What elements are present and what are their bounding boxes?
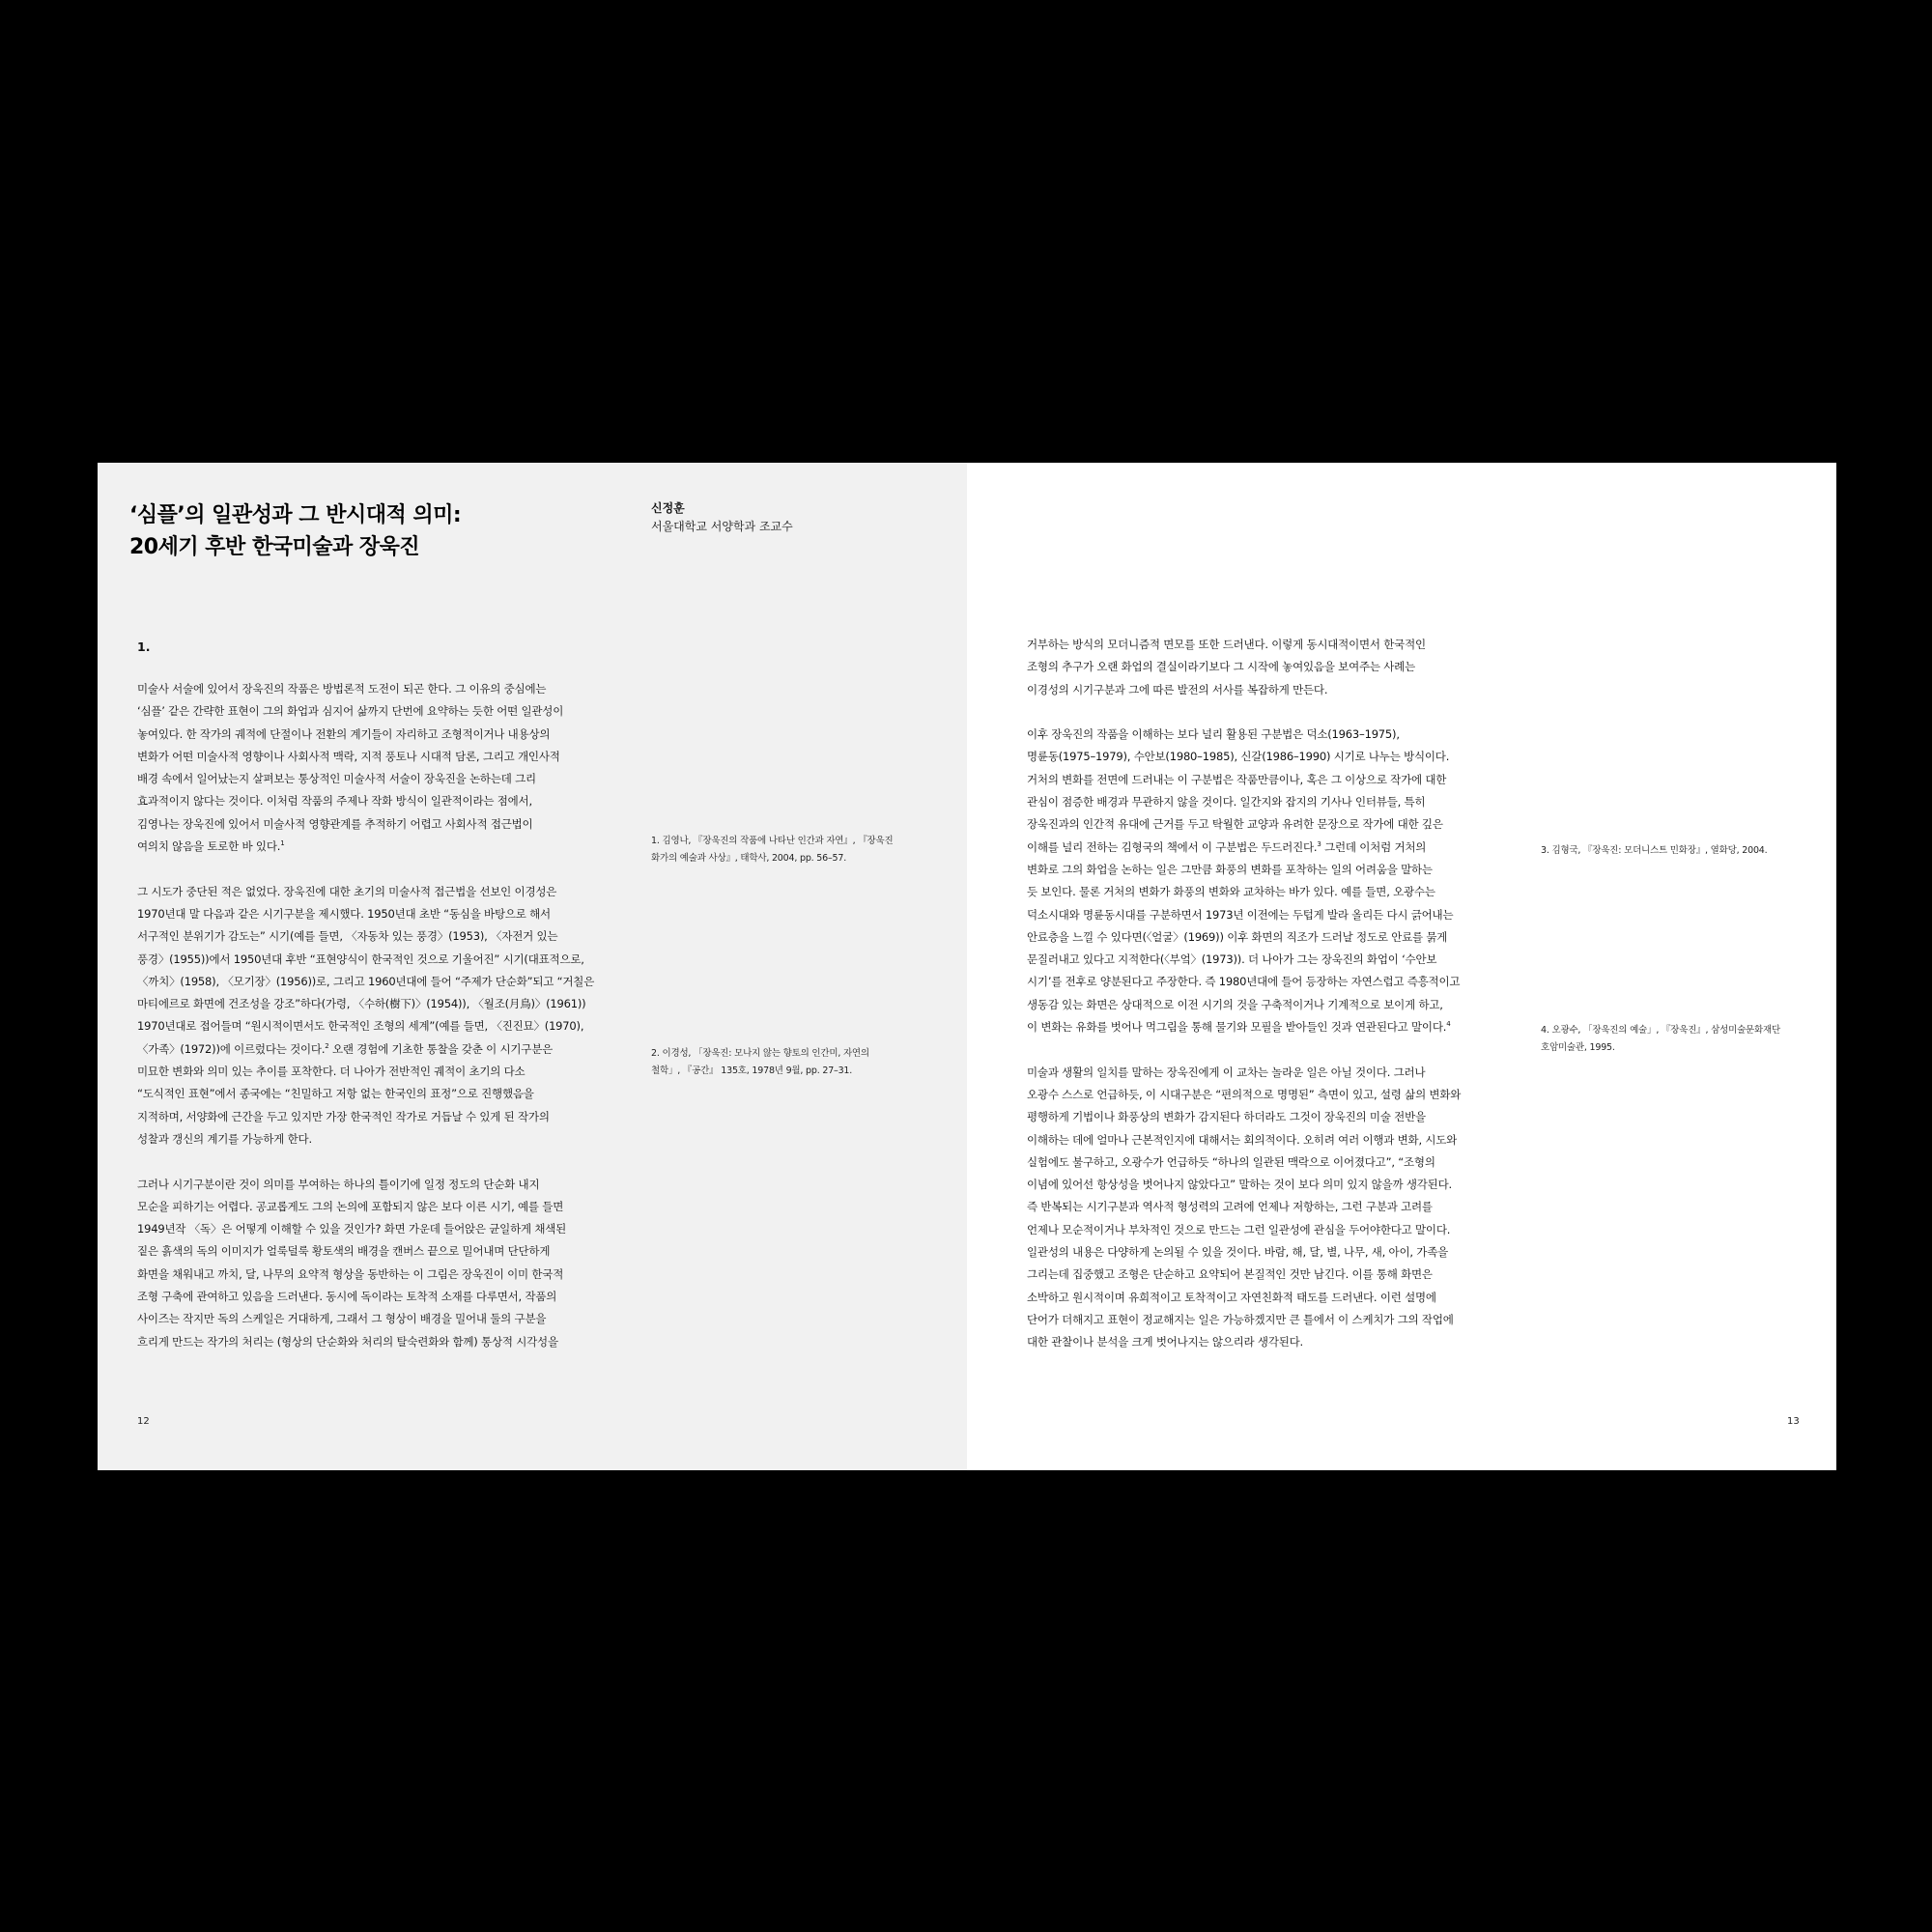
left-page bbox=[98, 463, 967, 1470]
body-paragraph bbox=[137, 881, 620, 1151]
footnote-4 bbox=[1541, 1022, 1780, 1057]
text-line: 이 변화는 유화를 벗어나 먹그림을 통해 물기와 모필을 받아들인 것과 연관된다고 말이다.$^4$ bbox=[1027, 1020, 1451, 1035]
text-line: 김영나는 장욱진에 있어서 미술사적 영향관계를 추적하기 어렵고 사회사적 접근법이 bbox=[137, 816, 533, 831]
text-line: 단어가 더해지고 표현이 정교해지는 일은 가능하겠지만 큰 틀에서 이 스케치가 그의 작업에 bbox=[1027, 1312, 1454, 1326]
text-line: 시기’를 전후로 양분된다고 주장한다. 즉 1980년대에 들어 등장하는 자연스럽고 즉흥적이고 bbox=[1027, 975, 1461, 989]
text-line: 배경 속에서 일어났는지 살펴보는 통상적인 미술사적 서술이 장욱진을 논하는데 그리 bbox=[137, 772, 536, 786]
text-line: 이해하는 데에 얼마나 근본적인지에 대해서는 회의적이다. 오히려 여러 이행과 변화, 시도와 bbox=[1027, 1132, 1458, 1147]
footnote-line: 2. 이경성, 「장욱진: 모나지 않는 향토의 인간미, 자연의 bbox=[651, 1048, 869, 1059]
body-paragraph bbox=[1027, 724, 1510, 1038]
footnote-marker: 2 bbox=[325, 1041, 329, 1050]
text-line: 〈까치〉(1958), 〈모기장〉(1956))로, 그리고 1960년대에 들어 “주제가 단순화”되고 “거칠은 bbox=[137, 974, 595, 988]
text-line: 듯 보인다. 물론 거처의 변화가 화풍의 변화와 교차하는 바가 있다. 예를 들면, 오광수는 bbox=[1027, 885, 1435, 899]
text-line: ‘심플’ 같은 간략한 표현이 그의 화업과 심지어 삶까지 단번에 요약하는 듯한 어떤 일관성이 bbox=[137, 704, 564, 719]
text-line: 평행하게 기법이나 화풍상의 변화가 감지된다 하더라도 그것이 장욱진의 미술 전반을 bbox=[1027, 1110, 1426, 1124]
text-line: 일관성의 내용은 다양하게 논의될 수 있을 것이다. 바람, 해, 달, 별, 나무, 새, 아이, 가족을 bbox=[1027, 1245, 1449, 1260]
text-line: 1970년대로 접어들며 “원시적이면서도 한국적인 조형의 세계”(예를 들면, 〈진진묘〉(1970), bbox=[137, 1019, 584, 1034]
footnote-line: 3. 김형국, 『장욱진: 모더니스트 민화장』, 열화당, 2004. bbox=[1541, 845, 1768, 856]
text-line: 미술사 서술에 있어서 장욱진의 작품은 방법론적 도전이 되곤 한다. 그 이유의 중심에는 bbox=[137, 682, 547, 696]
book-spread bbox=[98, 463, 1836, 1470]
body-paragraph bbox=[137, 1174, 620, 1353]
footnote-3 bbox=[1541, 842, 1767, 860]
title-line: ‘심플’의 일관성과 그 반시대적 의미: bbox=[129, 503, 462, 527]
text-line: 서구적인 분위기가 감도는” 시기(예를 들면, 〈자동차 있는 풍경〉(1953), 〈자전거 있는 bbox=[137, 929, 558, 944]
author-affiliation: 서울대학교 서양학과 조교수 bbox=[651, 520, 793, 533]
text-line: 지적하며, 서양화에 근간을 두고 있지만 가장 한국적인 작가로 거듭날 수 있게 된 작가의 bbox=[137, 1109, 550, 1123]
text-line: 거부하는 방식의 모더니즘적 면모를 또한 드러낸다. 이렇게 동시대적이면서 한국적인 bbox=[1027, 638, 1426, 651]
text-line: 관심이 점증한 배경과 무관하지 않을 것이다. 일간지와 잡지의 기사나 인터뷰들, 특히 bbox=[1027, 795, 1426, 810]
section-number: 1. bbox=[137, 639, 151, 654]
text-line: 명륜동(1975–1979), 수안보(1980–1985), 신갈(1986–1990) 시기로 나누는 방식이다. bbox=[1027, 750, 1450, 764]
left-body-text bbox=[137, 678, 620, 1376]
text-line: 안료층을 느낄 수 있다면(〈얼굴〉(1969)) 이후 화면의 직조가 드러날 정도로 안료를 묽게 bbox=[1027, 929, 1448, 944]
footnote-2 bbox=[651, 1045, 869, 1080]
text-line: 대한 관찰이나 분석을 크게 벗어나지는 않으리라 생각된다. bbox=[1027, 1335, 1304, 1350]
title-line: 20세기 후반 한국미술과 장욱진 bbox=[129, 535, 420, 559]
page-number-left: 12 bbox=[137, 1416, 150, 1427]
author-name: 신정훈 bbox=[651, 501, 685, 515]
footnote-line: 화가의 예술과 사상』, 태학사, 2004, pp. 56–57. bbox=[651, 853, 847, 864]
text-line: 조형의 추구가 오랜 화업의 결실이라기보다 그 시작에 놓여있음을 보여주는 사례는 bbox=[1027, 660, 1416, 674]
text-line: 여의치 않음을 토로한 바 있다.$^1$ bbox=[137, 839, 285, 854]
body-paragraph bbox=[1027, 1062, 1510, 1354]
text-line: 짙은 흙색의 독의 이미지가 얼룩덜룩 황토색의 배경을 캔버스 끝으로 밀어내며 단단하게 bbox=[137, 1244, 551, 1259]
text-line: 미묘한 변화와 의미 있는 추이를 포착한다. 더 나아가 전반적인 궤적이 초기의 다소 bbox=[137, 1065, 526, 1079]
text-line: 그리는데 집중했고 조형은 단순하고 요약되어 본질적인 것만 남긴다. 이를 통해 화면은 bbox=[1027, 1267, 1433, 1282]
text-line: 모순을 피하기는 어렵다. 공교롭게도 그의 논의에 포함되지 않은 보다 이른 시기, 예를 들면 bbox=[137, 1199, 564, 1213]
text-line: “도식적인 표현”에서 종국에는 “친밀하고 저항 없는 한국인의 표정”으로 진행했음을 bbox=[137, 1087, 534, 1101]
text-line: 조형 구축에 관여하고 있음을 드러낸다. 동시에 독이라는 토착적 소재를 다루면서, 작품의 bbox=[137, 1290, 557, 1304]
text-line: 효과적이지 않다는 것이다. 이처럼 작품의 주제나 작화 방식이 일관적이라는 점에서, bbox=[137, 794, 532, 809]
text-line: 사이즈는 작지만 독의 스케일은 거대하게, 그래서 그 형상이 배경을 밀어내 둘의 구분을 bbox=[137, 1312, 547, 1326]
text-line: 이후 장욱진의 작품을 이해하는 보다 널리 활용된 구분법은 덕소(1963–1975), bbox=[1027, 727, 1400, 742]
footnote-line: 철학」, 『공간』 135호, 1978년 9월, pp. 27–31. bbox=[651, 1065, 853, 1076]
text-line: 마티에르로 화면에 건조성을 강조”하다(가령, 〈수하(樹下)〉(1954)), 〈월조(月鳥)〉(1961)) bbox=[137, 997, 586, 1011]
text-line: 문질러내고 있다고 지적한다(〈부엌〉(1973)). 더 나아가 그는 장욱진의 화업이 ‘수안보 bbox=[1027, 952, 1437, 967]
text-line: 언제나 모순적이거나 부차적인 것으로 만드는 그런 일관성에 관심을 두어야한다고 말이다. bbox=[1027, 1222, 1451, 1236]
text-line: 1970년대 말 다음과 같은 시기구분을 제시했다. 1950년대 초반 “동심을 바탕으로 해서 bbox=[137, 906, 551, 921]
footnote-line: 4. 오광수, 「장욱진의 예술」, 『장욱진』, 삼성미술문화재단 bbox=[1541, 1025, 1780, 1036]
footnote-1 bbox=[651, 833, 893, 867]
text-line: 화면을 채워내고 까치, 달, 나무의 요약적 형상을 동반하는 이 그림은 장욱진이 이미 한국적 bbox=[137, 1266, 564, 1281]
footnote-marker: 4 bbox=[1446, 1020, 1451, 1029]
footnote-line: 1. 김영나, 『장욱진의 작품에 나타난 인간과 자연』, 『장욱진 bbox=[651, 836, 894, 846]
right-page bbox=[967, 463, 1836, 1470]
right-body-text bbox=[1027, 634, 1510, 1377]
text-line: 소박하고 원시적이며 유희적이고 토착적이고 자연친화적 태도를 드러낸다. 이런 설명에 bbox=[1027, 1290, 1436, 1304]
text-line: 이경성의 시기구분과 그에 따른 발전의 서사를 복잡하게 만든다. bbox=[1027, 682, 1328, 696]
author-block bbox=[651, 499, 793, 536]
text-line: 이념에 있어선 항상성을 벗어나지 않았다고” 말하는 것이 보다 의미 있지 않을까 생각된다. bbox=[1027, 1178, 1452, 1192]
page-number-right: 13 bbox=[1787, 1416, 1800, 1427]
text-line: 성찰과 갱신의 계기를 가능하게 한다. bbox=[137, 1131, 312, 1146]
text-line: 풍경〉(1955))에서 1950년대 후반 “표현양식이 한국적인 것으로 기울어진” 시기(대표적으로, bbox=[137, 952, 584, 966]
text-line: 생동감 있는 화면은 상대적으로 이전 시기의 것을 구축적이거나 기계적으로 보이게 하고, bbox=[1027, 997, 1443, 1011]
text-line: 오광수 스스로 언급하듯, 이 시대구분은 “편의적으로 명명된” 측면이 있고, 설령 삶의 변화와 bbox=[1027, 1087, 1462, 1101]
text-line: 실험에도 불구하고, 오광수가 언급하듯 “하나의 일관된 맥락으로 이어졌다고”, “조형의 bbox=[1027, 1154, 1435, 1169]
text-line: 〈가족〉(1972))에 이르렀다는 것이다.$^2$ 오랜 경험에 기초한 통찰을 갖춘 이 시기구분은 bbox=[137, 1041, 554, 1056]
text-line: 미술과 생활의 일치를 말하는 장욱진에게 이 교차는 놀라운 일은 아닐 것이다. 그러나 bbox=[1027, 1065, 1426, 1079]
text-line: 흐리게 만드는 작가의 처리는 (형상의 단순화와 처리의 탈숙련화와 함께) 통상적 시각성을 bbox=[137, 1334, 558, 1349]
text-line: 변화가 어떤 미술사적 영향이나 사회사적 맥락, 지적 풍토나 시대적 담론, 그리고 개인사적 bbox=[137, 749, 560, 763]
text-line: 즉 반복되는 시기구분과 역사적 형성력의 고려에 언제나 저항하는, 그런 구분과 고려를 bbox=[1027, 1200, 1433, 1214]
text-line: 장욱진과의 인간적 유대에 근거를 두고 탁월한 교양과 유려한 문장으로 작가에 대한 깊은 bbox=[1027, 817, 1443, 832]
text-line: 변화로 그의 화업을 논하는 일은 그만큼 화풍의 변화를 포착하는 일의 어려움을 말하는 bbox=[1027, 862, 1433, 876]
body-paragraph bbox=[137, 678, 620, 858]
text-line: 이해를 널리 전하는 김형국의 책에서 이 구분법은 두드러진다.$^3$ 그런데 이처럼 거처의 bbox=[1027, 839, 1427, 854]
text-line: 1949년작 〈독〉은 어떻게 이해할 수 있을 것인가? 화면 가운데 들어앉은 균일하게 채색된 bbox=[137, 1222, 567, 1236]
footnote-line: 호암미술관, 1995. bbox=[1541, 1042, 1615, 1053]
text-line: 그러나 시기구분이란 것이 의미를 부여하는 하나의 틀이기에 일정 정도의 단순화 내지 bbox=[137, 1177, 540, 1191]
footnote-marker: 1 bbox=[280, 839, 285, 848]
text-line: 놓여있다. 한 작가의 궤적에 단절이나 전환의 계기들이 자리하고 조형적이거나 내용상의 bbox=[137, 726, 551, 741]
article-title bbox=[129, 499, 461, 563]
text-line: 그 시도가 중단된 적은 없었다. 장욱진에 대한 초기의 미술사적 접근법을 선보인 이경성은 bbox=[137, 884, 557, 898]
footnote-marker: 3 bbox=[1317, 839, 1321, 848]
text-line: 거처의 변화를 전면에 드러내는 이 구분법은 작품만큼이나, 혹은 그 이상으로 작가에 대한 bbox=[1027, 772, 1447, 786]
body-paragraph bbox=[1027, 634, 1510, 701]
text-line: 덕소시대와 명륜동시대를 구분하면서 1973년 이전에는 두텁게 발라 올리든 다시 긁어내는 bbox=[1027, 907, 1454, 922]
